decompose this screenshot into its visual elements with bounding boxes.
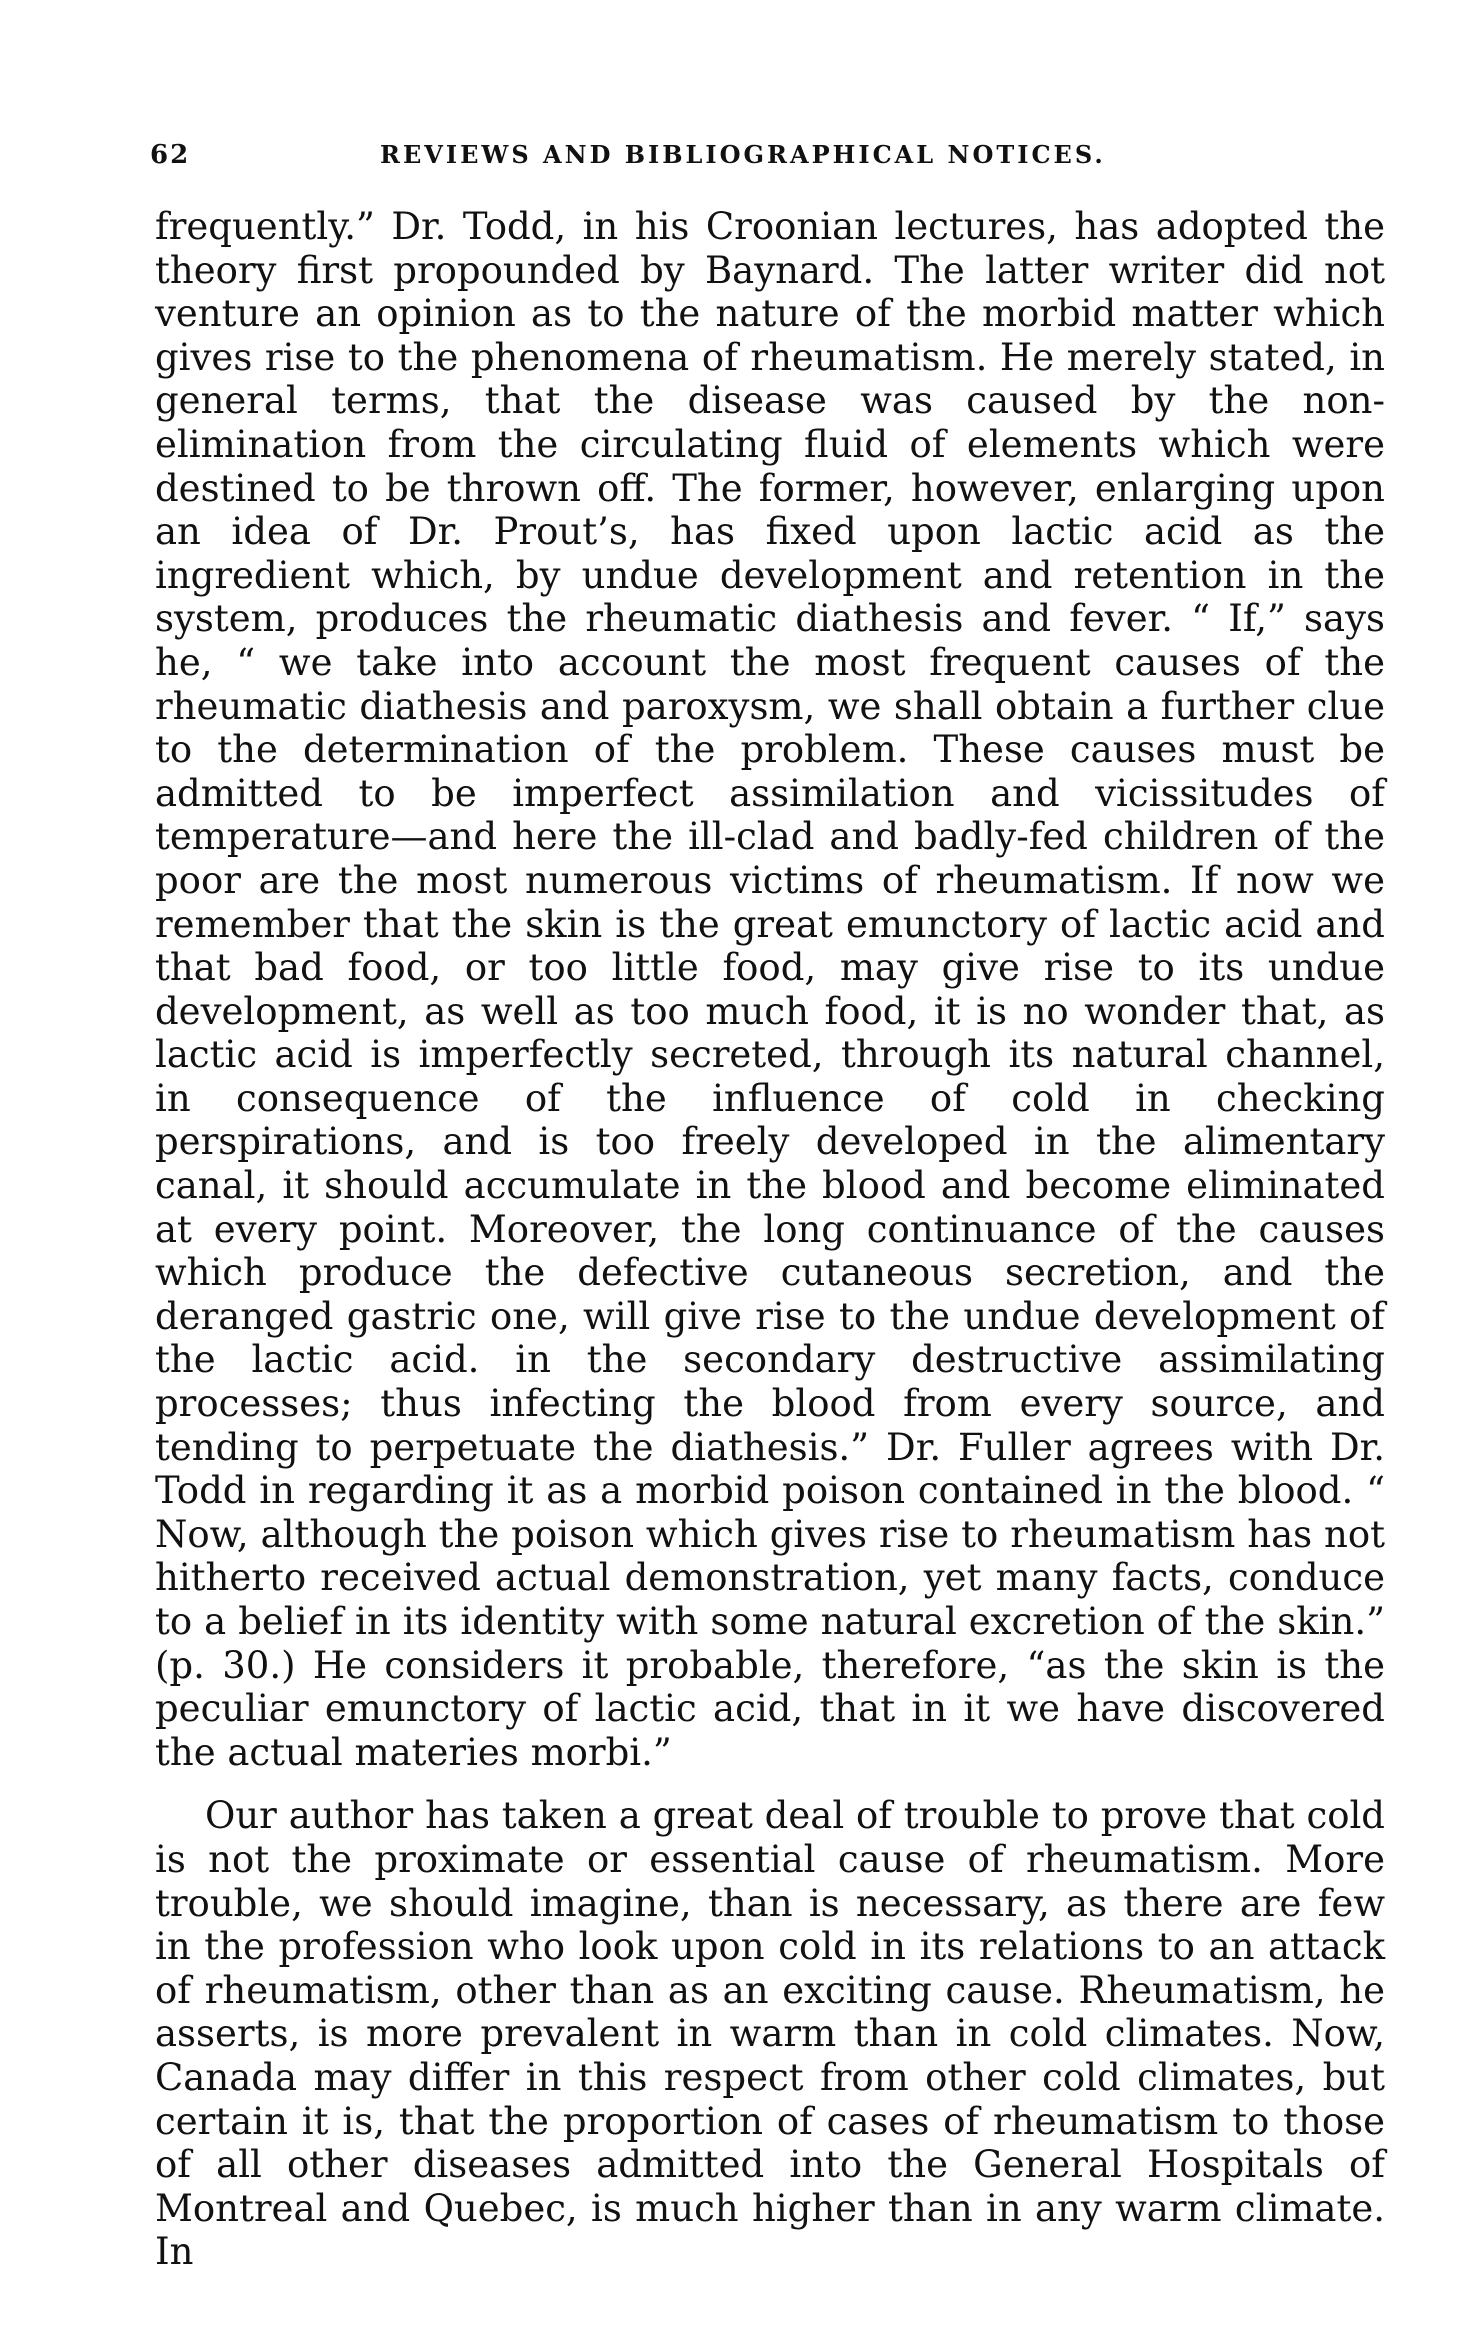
page-number: 62 [150, 140, 191, 170]
running-head [150, 140, 1380, 180]
body-text [155, 205, 1385, 2274]
paragraph-2: Our author has taken a great deal of trouble to prove that cold is not the proximate or essential cause of rheumatism. More trouble, we should imagine, than is necessary, as there are few in the profession who look upon cold in its relations to an attack of rheumatism, other than as an exciting cause. Rheumatism, he asserts, is more prevalent in warm than in cold climates. Now, Canada may differ in this respect from other cold climates, but certain it is, that the proportion of cases of rheumatism to those of all other diseases admitted into the General Hospitals of Montreal and Quebec, is much higher than in any warm climate. In [155, 1794, 1385, 2274]
running-title: REVIEWS AND BIBLIOGRAPHICAL NOTICES. [380, 140, 1106, 169]
paragraph-1: frequently.” Dr. Todd, in his Croonian lectures, has adopted the theory first propounded by Baynard. The latter writer did not venture an opinion as to the nature of the morbid matter which gives rise to the phenomena of rheumatism. He merely stated, in general terms, that the disease was caused by the non-elimination from the circulating fluid of elements which were destined to be thrown off. The former, however, enlarging upon an idea of Dr. Prout’s, has fixed upon lactic acid as the ingredient which, by undue development and retention in the system, produces the rheumatic diathesis and fever. “ If,” says he, “ we take into account the most frequent causes of the rheumatic diathesis and paroxysm, we shall obtain a further clue to the determination of the problem. These causes must be admitted to be imperfect assimilation and vicissitudes of temperature—and here the ill-clad and badly-fed children of the poor are the most numerous victims of rheumatism. If now we remember that the skin is the great emunctory of lactic acid and that bad food, or too little food, may give rise to its undue development, as well as too much food, it is no wonder that, as lactic acid is imperfectly secreted, through its natural channel, in consequence of the influence of cold in checking perspirations, and is too freely developed in the alimentary canal, it should accumulate in the blood and become eliminated at every point. Moreover, the long continuance of the causes which produce the defective cutaneous secretion, and the deranged gastric one, will give rise to the undue development of the lactic acid. in the secondary destructive assimilating processes; thus infecting the blood from every source, and tending to perpetuate the diathesis.” Dr. Fuller agrees with Dr. Todd in regarding it as a morbid poison contained in the blood. “ Now, although the poison which gives rise to rheumatism has not hitherto received actual demonstration, yet many facts, conduce to a belief in its identity with some natural excretion of the skin.” (p. 30.) He considers it probable, therefore, “as the skin is the peculiar emunctory of lactic acid, that in it we have discovered the actual materies morbi.” [155, 205, 1385, 1774]
